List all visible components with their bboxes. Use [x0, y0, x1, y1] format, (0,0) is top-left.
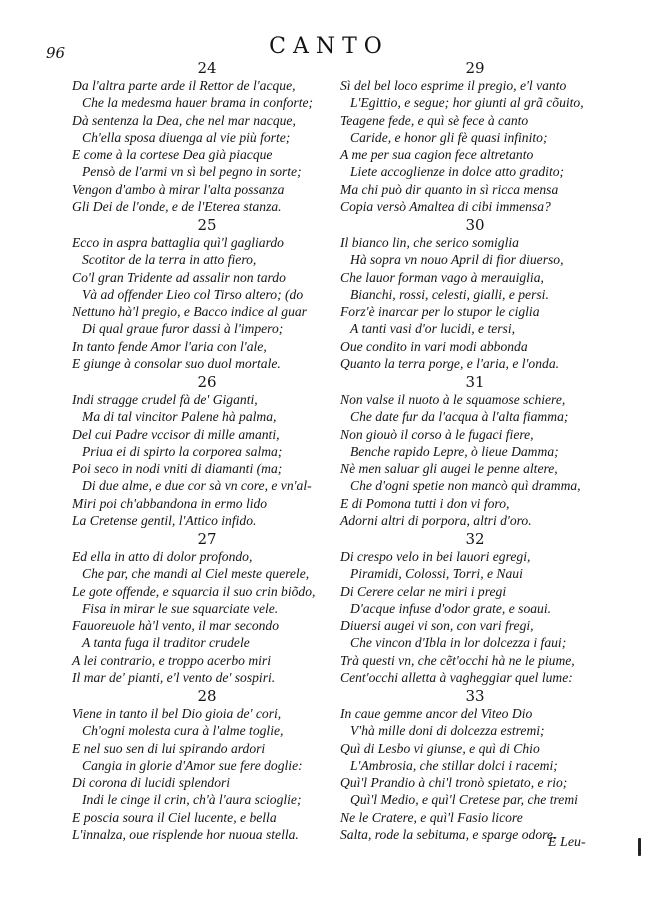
verse-line: V'hà mille doni di dolcezza estremi;: [350, 723, 545, 739]
bleed-mark: [638, 838, 641, 856]
verse-line: Caride, e honor gli fè quasi infinito;: [350, 129, 548, 145]
verse-line: Di due alme, e due cor sà vn core, e vn'al-: [82, 478, 312, 494]
verse-line: Diuersi augei vi son, con vari fregi,: [340, 618, 534, 634]
stanza: [72, 688, 342, 845]
verse-line: Da l'altra parte arde il Rettor de l'acque,: [72, 78, 296, 93]
verse-line: Và ad offender Lieo col Tirso altero; (do: [82, 286, 304, 302]
verse-line: Bianchi, rossi, celesti, gialli, e persi.: [350, 286, 549, 302]
verse-line: Vengon d'ambo à mirar l'alta possanza: [72, 181, 285, 197]
verse-line: Del cui Padre vccisor di mille amanti,: [72, 426, 280, 442]
verse-line: L'Egittio, e segue; hor giunti al grã cõuito,: [350, 95, 584, 111]
verse-line: E poscia soura il Ciel lucente, e bella: [72, 809, 277, 825]
stanza: [340, 531, 610, 688]
verse-line: Di Cerere celar ne miri i pregi: [340, 583, 507, 599]
verse-line: In caue gemme ancor del Viteo Dio: [340, 706, 533, 721]
verse-line: In tanto fende Amor l'aria con l'ale,: [72, 338, 267, 354]
stanza: [72, 60, 342, 217]
stanza-number: 26: [197, 373, 217, 391]
stanza-number: 33: [465, 687, 485, 705]
stanza: [340, 217, 610, 374]
verse-line: La Cretense gentil, l'Attico infido.: [72, 513, 257, 529]
verse-line: Poi seco in nodi vniti di diamanti (ma;: [72, 461, 283, 477]
stanza-number: 29: [465, 59, 485, 77]
verse-line: Fisa in mirar le sue squarciate vele.: [82, 600, 279, 616]
stanza-number: 25: [197, 216, 217, 234]
stanza: [72, 374, 342, 531]
verse-line: Il bianco lin, che serico somiglia: [340, 235, 519, 250]
verse-line: Che date fur da l'acqua à l'alta fiamma;: [350, 409, 569, 425]
verse-line: Di qual graue furor dassi à l'impero;: [82, 321, 284, 337]
verse-line: A tanta fuga il traditor crudele: [82, 635, 250, 651]
verse-line: Teagene fede, e quì sè fece à canto: [340, 112, 529, 128]
verse-line: Oue condito in vari modi abbonda: [340, 338, 528, 354]
verse-line: Quanto la terra porge, e l'aria, e l'onda.: [340, 356, 560, 372]
verse-line: Che par, che mandi al Ciel meste querele,: [82, 566, 310, 582]
verse-line: Non giouò il corso à le fugaci fiere,: [340, 426, 534, 442]
verse-line: Di corona di lucidi splendori: [72, 775, 231, 791]
verse-line: Cangia in glorie d'Amor sue fere doglie:: [82, 757, 303, 773]
verse-line: Nè men saluar gli augei le penne altere,: [340, 461, 558, 477]
stanza-number: 30: [465, 216, 485, 234]
right-column: [340, 60, 610, 845]
stanza: [340, 688, 610, 845]
verse-line: Le gote offende, e squarcia il suo crin biõdo,: [72, 583, 316, 599]
verse-line: Viene in tanto il bel Dio gioia de' cori,: [72, 706, 282, 721]
verse-line: A tanti vasi d'or lucidi, e tersi,: [350, 321, 516, 337]
verse-line: Quì'l Prandio à chi'l tronò spietato, e rio;: [340, 775, 568, 791]
verse-line: Quì'l Medio, e quì'l Cretese par, che tremi: [350, 792, 578, 808]
verse-line: Cent'occhi alletta à vagheggiar quel lume:: [340, 670, 573, 686]
verse-line: E giunge à consolar suo duol mortale.: [72, 356, 281, 372]
verse-line: L'innalza, oue risplende hor nuoua stella.: [72, 827, 299, 843]
verse-line: Hà sopra vn nouo April di fior diuerso,: [350, 252, 564, 268]
verse-line: Non valse il nuoto à le squamose schiere,: [340, 392, 566, 407]
verse-line: Liete accoglienze in dolce atto gradito;: [350, 164, 565, 180]
verse-line: Fauoreuole hà'l vento, il mar secondo: [72, 618, 280, 634]
verse-line: Ma di tal vincitor Palene hà palma,: [82, 409, 277, 425]
stanza-number: 31: [465, 373, 485, 391]
verse-line: Ne le Cratere, e quì'l Fasio licore: [340, 809, 523, 825]
verse-line: L'Ambrosia, che stillar dolci i racemi;: [350, 757, 558, 773]
verse-line: Miri poi ch'abbandona in ermo lido: [72, 495, 268, 511]
verse-line: Ch'ella sposa diuenga al vie più forte;: [82, 129, 291, 145]
stanza-number: 32: [465, 530, 485, 548]
page-number: 96: [46, 44, 66, 62]
verse-line: Che lauor forman vago à merauiglia,: [340, 269, 544, 285]
verse-line: Pensò de l'armi vn sì bel pegno in sorte;: [82, 164, 302, 180]
verse-line: Forz'è inarcar per lo stupor le ciglia: [340, 304, 540, 320]
verse-line: Ch'ogni molesta cura à l'alme toglie,: [82, 723, 284, 739]
verse-line: Co'l gran Tridente ad assalir non tardo: [72, 269, 286, 285]
left-column: [72, 60, 342, 845]
verse-line: Copia versò Amaltea di cibi immensa?: [340, 199, 551, 215]
stanza-number: 24: [197, 59, 217, 77]
stanza: [72, 217, 342, 374]
verse-line: Il mar de' pianti, e'l vento de' sospiri.: [72, 670, 276, 686]
verse-line: E nel suo sen di lui spirando ardori: [72, 740, 266, 756]
verse-line: Piramidi, Colossi, Torri, e Naui: [350, 566, 523, 582]
verse-line: Adorni altri di porpora, altri d'oro.: [340, 513, 532, 529]
verse-line: Di crespo velo in bei lauori egregi,: [340, 549, 531, 564]
verse-line: Gli Dei de l'onde, e de l'Eterea stanza.: [72, 199, 282, 215]
verse-line: E di Pomona tutti i don vi foro,: [340, 495, 510, 511]
verse-line: Benche rapido Lepre, ò lieue Damma;: [350, 443, 559, 459]
verse-line: Indi stragge crudel fà de' Giganti,: [72, 392, 258, 407]
verse-line: A lei contrario, e troppo acerbo miri: [72, 652, 271, 668]
verse-line: Che d'ogni spetie non mancò quì dramma,: [350, 478, 581, 494]
verse-line: Salta, rode la sebituma, e sparge odore.: [340, 827, 557, 843]
verse-line: E come à la cortese Dea già piacque: [72, 147, 273, 163]
verse-line: D'acque infuse d'odor grate, e soaui.: [350, 600, 552, 616]
verse-line: Sì del bel loco esprime il pregio, e'l vanto: [340, 78, 567, 93]
stanza-number: 28: [197, 687, 217, 705]
stanza: [340, 60, 610, 217]
stanza: [72, 531, 342, 688]
verse-line: A me per sua cagion fece altretanto: [340, 147, 534, 163]
verse-line: Nettuno hà'l pregio, e Bacco indice al guar: [72, 304, 307, 320]
verse-line: Ma chi può dir quanto in sì ricca mensa: [340, 181, 559, 197]
verse-line: Ecco in aspra battaglia quì'l gagliardo: [72, 235, 284, 250]
verse-line: Quì di Lesbo vi giunse, e quì di Chio: [340, 740, 540, 756]
verse-line: Indi le cinge il crin, ch'à l'aura scioglie;: [82, 792, 302, 808]
verse-line: Trà questi vn, che cẽt'occhi hà ne le piume,: [340, 652, 575, 668]
stanza: [340, 374, 610, 531]
verse-line: Scotitor de la terra in atto fiero,: [82, 252, 257, 268]
verse-line: Che la medesma hauer brama in conforte;: [82, 95, 314, 111]
verse-line: Dà sentenza la Dea, che nel mar nacque,: [72, 112, 296, 128]
running-head: CANTO: [269, 34, 389, 59]
verse-line: Ed ella in atto di dolor profondo,: [72, 549, 253, 564]
catchword: E Leu-: [548, 835, 586, 850]
stanza-number: 27: [197, 530, 217, 548]
verse-line: Che vincon d'Ibla in lor dolcezza i faui;: [350, 635, 567, 651]
verse-line: Priua ei di spirto la corporea salma;: [82, 443, 283, 459]
